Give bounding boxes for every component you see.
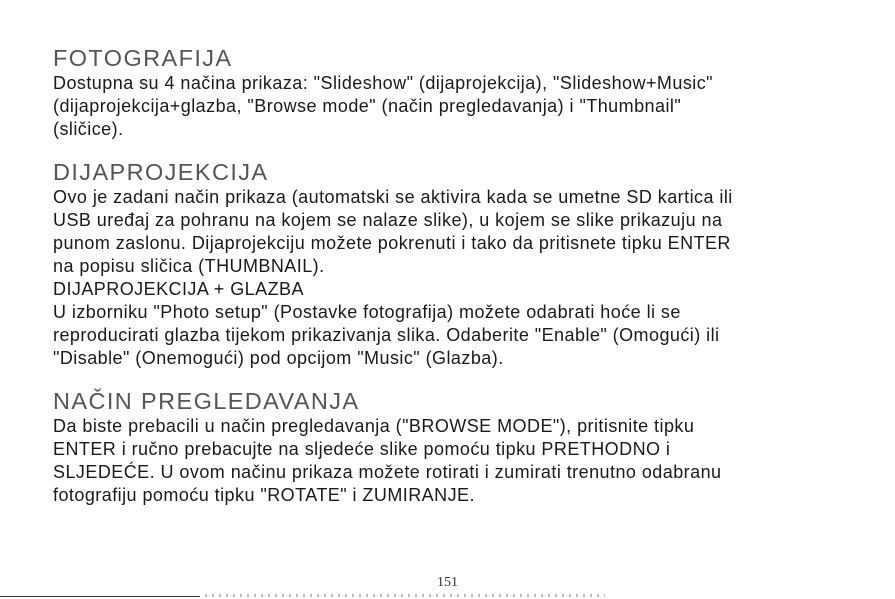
text-line: "Disable" (Onemogući) pod opcijom "Music" (Glazba). — [53, 348, 504, 368]
text-line: U izborniku "Photo setup" (Postavke fotografija) možete odabrati hoće li se — [53, 302, 681, 322]
footer-print-marks — [205, 594, 605, 597]
text-line: punom zaslonu. Dijaprojekciju možete pokrenuti i tako da pritisnete tipku ENTER — [53, 233, 731, 253]
text-line: na popisu sličica (THUMBNAIL). — [53, 256, 325, 276]
section-body — [53, 72, 843, 141]
section-body — [53, 415, 843, 507]
section-heading: NAČIN PREGLEDAVANJA — [53, 388, 360, 414]
text-line: Ovo je zadani način prikaza (automatski se aktivira kada se umetne SD kartica ili — [53, 187, 733, 207]
text-line: reproducirati glazba tijekom prikazivanja slika. Odaberite "Enable" (Omogući) ili — [53, 325, 720, 345]
section-nacin-pregledavanja — [53, 387, 843, 507]
section-body — [53, 186, 843, 370]
text-line: Dostupna su 4 načina prikaza: "Slideshow" (dijaprojekcija), "Slideshow+Music" — [53, 73, 714, 93]
footer-rule — [0, 596, 200, 597]
text-line: Da biste prebacili u način pregledavanja ("BROWSE MODE"), pritisnite tipku — [53, 416, 695, 436]
text-line: SLJEDEĆE. U ovom načinu prikaza možete rotirati i zumirati trenutno odabranu — [53, 462, 722, 482]
text-line: ENTER i ručno prebacujte na sljedeće slike pomoću tipku PRETHODNO i — [53, 439, 671, 459]
subheading-line: DIJAPROJEKCIJA + GLAZBA — [53, 279, 304, 299]
section-heading: DIJAPROJEKCIJA — [53, 159, 269, 185]
page-content — [53, 44, 843, 507]
text-line: (dijaprojekcija+glazba, "Browse mode" (način pregledavanja) i "Thumbnail" — [53, 96, 682, 116]
section-heading: FOTOGRAFIJA — [53, 45, 233, 71]
text-line: (sličice). — [53, 119, 124, 139]
text-line: USB uređaj za pohranu na kojem se nalaze slike), u kojem se slike prikazuju na — [53, 210, 723, 230]
section-dijaprojekcija — [53, 158, 843, 370]
section-fotografija — [53, 44, 843, 141]
page-number: 151 — [437, 575, 458, 590]
text-line: fotografiju pomoću tipku "ROTATE" i ZUMIRANJE. — [53, 485, 475, 505]
